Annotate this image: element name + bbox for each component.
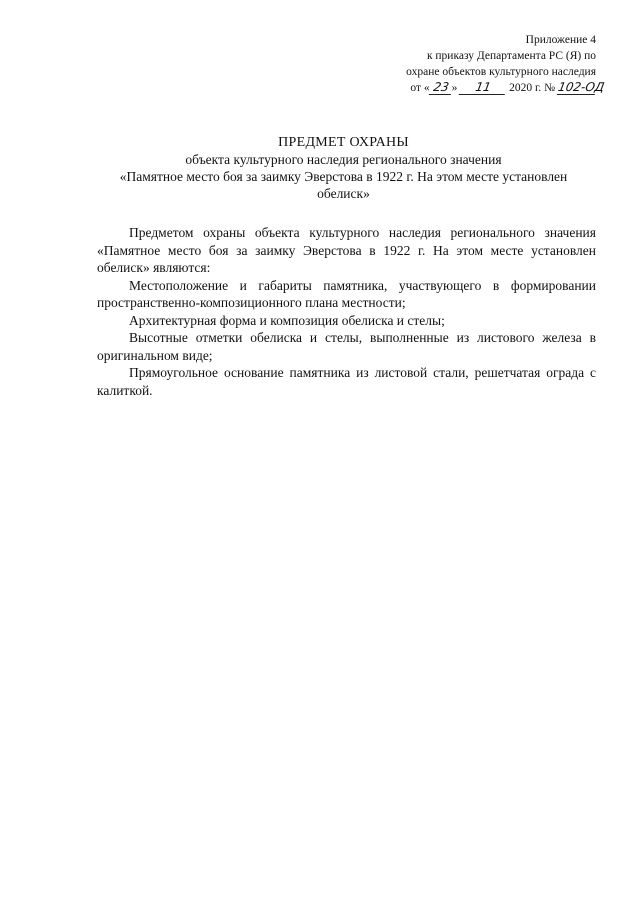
date-year: 2020 г. №: [509, 82, 556, 94]
document-body: [97, 224, 596, 399]
date-mid: »: [451, 82, 458, 94]
body-paragraph-height-marks: Высотные отметки обелиска и стелы, выполненные из листового железа в оригинальном виде;: [97, 330, 596, 363]
document-subtitle: объекта культурного наследия регионального значения: [185, 152, 502, 167]
date-month-handwritten: 11: [459, 81, 507, 95]
appendix-order-reference: к приказу Департамента РС (Я) по: [426, 50, 596, 62]
date-day-handwritten: 23: [428, 81, 452, 95]
order-number-handwritten: 102-ОД: [556, 80, 606, 94]
appendix-department: охране объектов культурного наследия: [406, 66, 596, 78]
body-paragraph-architecture: Архитектурная форма и композиция обелиска и стелы;: [129, 312, 445, 328]
appendix-header: [406, 32, 606, 96]
body-paragraph-base-fence: Прямоугольное основание памятника из листовой стали, решетчатая ограда с калиткой.: [97, 365, 596, 398]
appendix-number: Приложение 4: [525, 34, 596, 46]
document-heading: [95, 134, 592, 202]
body-paragraph-location: Местоположение и габариты памятника, участвующего в формировании пространственно-композиционного плана местности;: [97, 277, 596, 310]
appendix-date-line: [406, 80, 606, 96]
date-prefix: от «: [410, 82, 430, 94]
object-name: «Памятное место боя за заимку Эверстова в 1922 г. На этом месте установлен обелиск»: [119, 169, 568, 201]
body-paragraph-intro: Предметом охраны объекта культурного наследия регионального значения «Памятное место боя за заимку Эверстова в 1922 г. На этом месте установлен обелиск» являются:: [97, 225, 596, 275]
document-title: ПРЕДМЕТ ОХРАНЫ: [278, 135, 409, 150]
